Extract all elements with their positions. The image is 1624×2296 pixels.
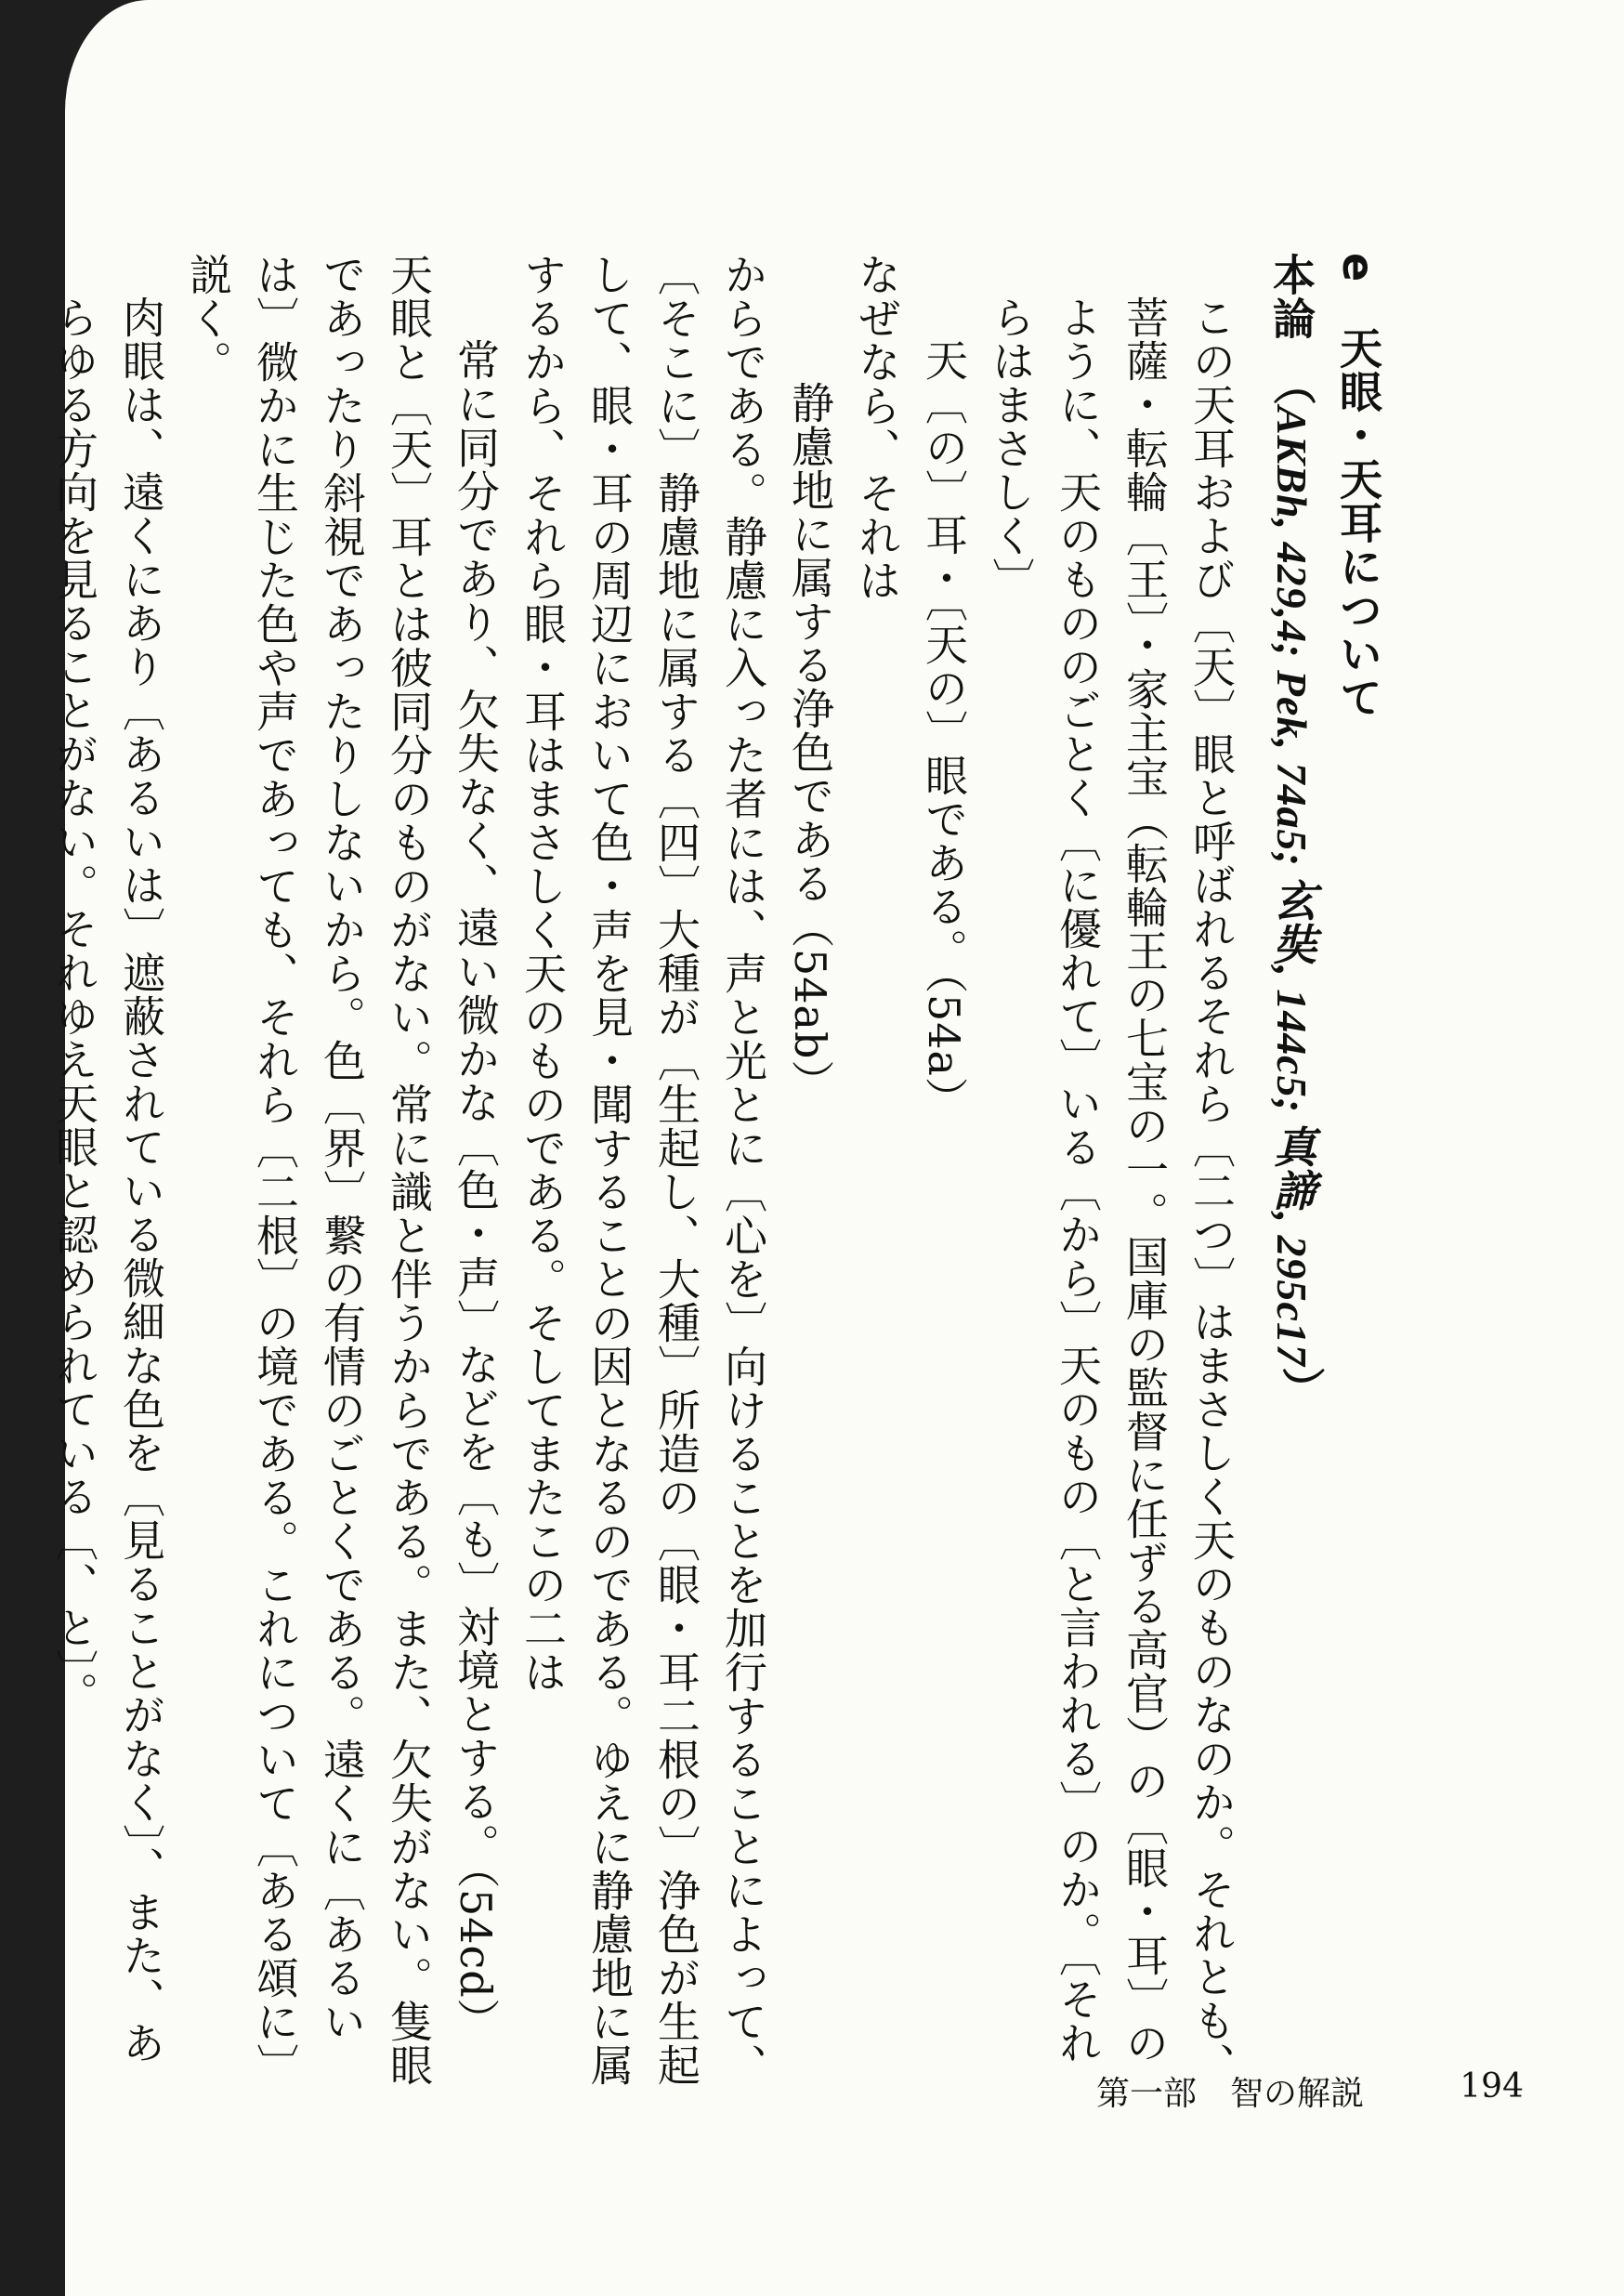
paragraph-1: この天耳および〔天〕眼と呼ばれるそれら〔二つ〕はまさしく天のものなのか。それとも、菩薩・転輪〔王〕・家主宝（転輪王の七宝の一。国庫の監督に任ずる高官）の〔眼・耳〕のように、天のもののごとく〔に優れて〕いる〔から〕天のもの〔と言われる〕のか。〔それらはまさしく〕: [986, 295, 1237, 2086]
section-heading: [1325, 253, 1392, 2093]
page-footer: [1096, 2067, 1524, 2115]
source-line: [1258, 253, 1325, 2093]
page-number: 194: [1460, 2067, 1524, 2106]
section-title: 天眼・天耳について: [1333, 326, 1383, 720]
verse-54a: 天〔の〕耳・〔天の〕眼である。（54a）: [919, 338, 969, 1121]
running-footer-title: 第一部 智の解説: [1096, 2075, 1365, 2113]
paragraph-2: なぜなら、それは: [852, 253, 902, 602]
verse-54ab: 静慮地に属する浄色である（54ab）: [785, 381, 835, 1104]
book-page: [49, 0, 1624, 2296]
verse-54cd: 常に同分であり、欠失なく、遠い微かな〔色・声〕などを〔も〕対境とする。（54cd）: [451, 338, 501, 2042]
source-label: 本論: [1266, 253, 1316, 340]
source-reference: （AKBh, 429,4; Pek, 74a5; 玄奘, 144c5; 真諦, 295c17）: [1268, 384, 1316, 1410]
paragraph-3: からである。静慮に入った者には、声と光とに〔心を〕向けることを加行することによって、〔そこに〕静慮地に属する〔四〕大種が〔生起し、大種〕所造の〔眼・耳二根の〕浄色が生起して、眼・耳の周辺において色・声を見・聞することの因となるのである。ゆえに静慮地に属するから、それら眼・耳はまさしく天のものである。そしてまたこの二は: [517, 253, 768, 2087]
paragraph-4: 天眼と〔天〕耳とは彼同分のものがない。常に識と伴うからである。また、欠失がない。隻眼であったり斜視であったりしないから。色〔界〕繋の有情のごとくである。遠くに〔あるいは〕微かに生じた色や声であっても、それら〔二根〕の境である。これについて〔ある頌に〕説く。: [183, 253, 434, 2087]
quoted-verse: 肉眼は、遠くにあり〔あるいは〕遮蔽されている微細な色を〔見ることがなく〕、また、あらゆる方向を見ることがない。それゆえ天眼と認められている〔、と〕。: [49, 295, 166, 2065]
vertical-text-body: [41, 253, 1392, 2093]
section-marker: e: [1333, 253, 1383, 283]
